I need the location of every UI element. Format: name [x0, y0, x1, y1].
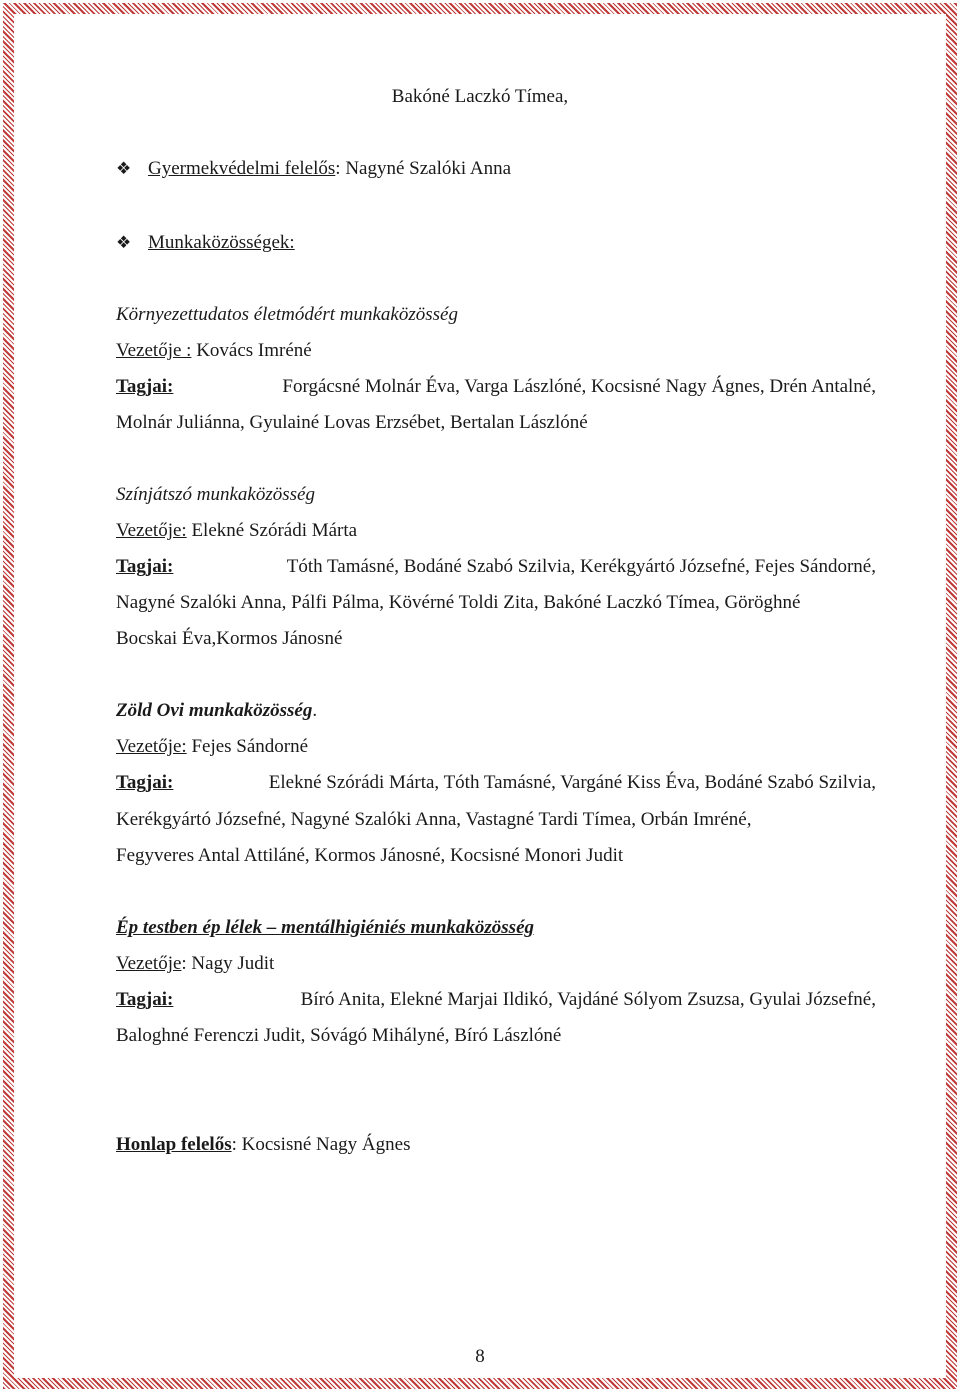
group4-title: Ép testben ép lélek – mentálhigiéniés munkaközösség [116, 917, 535, 938]
group2-members-line2: Nagyné Szalóki Anna, Pálfi Pálma, Kövérné Toldi Zita, Bakóné Laczkó Tímea, Göröghné [116, 592, 801, 613]
group1-members-line2: Molnár Juliánna, Gyulainé Lovas Erzsébet, Bertalan Lászlóné [116, 412, 588, 433]
group1-leader: Vezetője : Kovács Imréné [116, 340, 312, 361]
child-protection-label: Gyermekvédelmi felelős [148, 158, 336, 179]
group3-members-line3: Fegyveres Antal Attiláné, Kormos Jánosné, Kocsisné Monori Judit [116, 845, 624, 866]
diamond-bullet-icon: ❖ [116, 233, 132, 252]
diamond-bullet-icon: ❖ [116, 159, 132, 178]
group2-leader: Vezetője: Elekné Szórádi Márta [116, 520, 358, 541]
group2-title: Színjátszó munkaközösség [116, 484, 315, 505]
group4-members-line2: Baloghné Ferenczi Judit, Sóvágó Mihályné, Bíró Lászlóné [116, 1025, 562, 1046]
working-groups-label: Munkaközösségek: [148, 232, 295, 253]
group3-title: Zöld Ovi munkaközösség. [116, 700, 318, 721]
website-responsible: Honlap felelős: Kocsisné Nagy Ágnes [116, 1134, 411, 1155]
decorative-page-border [3, 3, 957, 1389]
child-protection-value: Nagyné Szalóki Anna [340, 158, 512, 179]
group3-leader: Vezetője: Fejes Sándorné [116, 736, 309, 757]
group2-members-line3: Bocskai Éva,Kormos Jánosné [116, 628, 343, 649]
group1-members-line1: Tagjai: Forgácsné Molnár Éva, Varga Lászlóné, Kocsisné Nagy Ágnes, Drén Antalné, [116, 376, 876, 397]
group4-members-line1: Tagjai: Bíró Anita, Elekné Marjai Ildikó, Vajdáné Sólyom Zsuzsa, Gyulai Józsefné, [116, 989, 876, 1010]
group4-leader: Vezetője: Nagy Judit [116, 953, 275, 974]
group2-members-line1: Tagjai: Tóth Tamásné, Bodáné Szabó Szilvia, Kerékgyártó Józsefné, Fejes Sándorné, [116, 556, 876, 577]
child-protection-line: ❖ Gyermekvédelmi felelős: Nagyné Szalóki Anna [116, 158, 512, 179]
group1-title: Környezettudatos életmódért munkaközösség [116, 304, 458, 325]
top-name: Bakóné Laczkó Tímea, [391, 86, 569, 107]
working-groups-heading [116, 232, 295, 254]
group3-members-line2: Kerékgyártó Józsefné, Nagyné Szalóki Anna, Vastagné Tardi Tímea, Orbán Imréné, [116, 809, 752, 830]
page-number: 8 [475, 1346, 485, 1367]
group3-members-line1: Tagjai: Elekné Szórádi Márta, Tóth Tamásné, Vargáné Kiss Éva, Bodáné Szabó Szilvia, [116, 772, 876, 793]
